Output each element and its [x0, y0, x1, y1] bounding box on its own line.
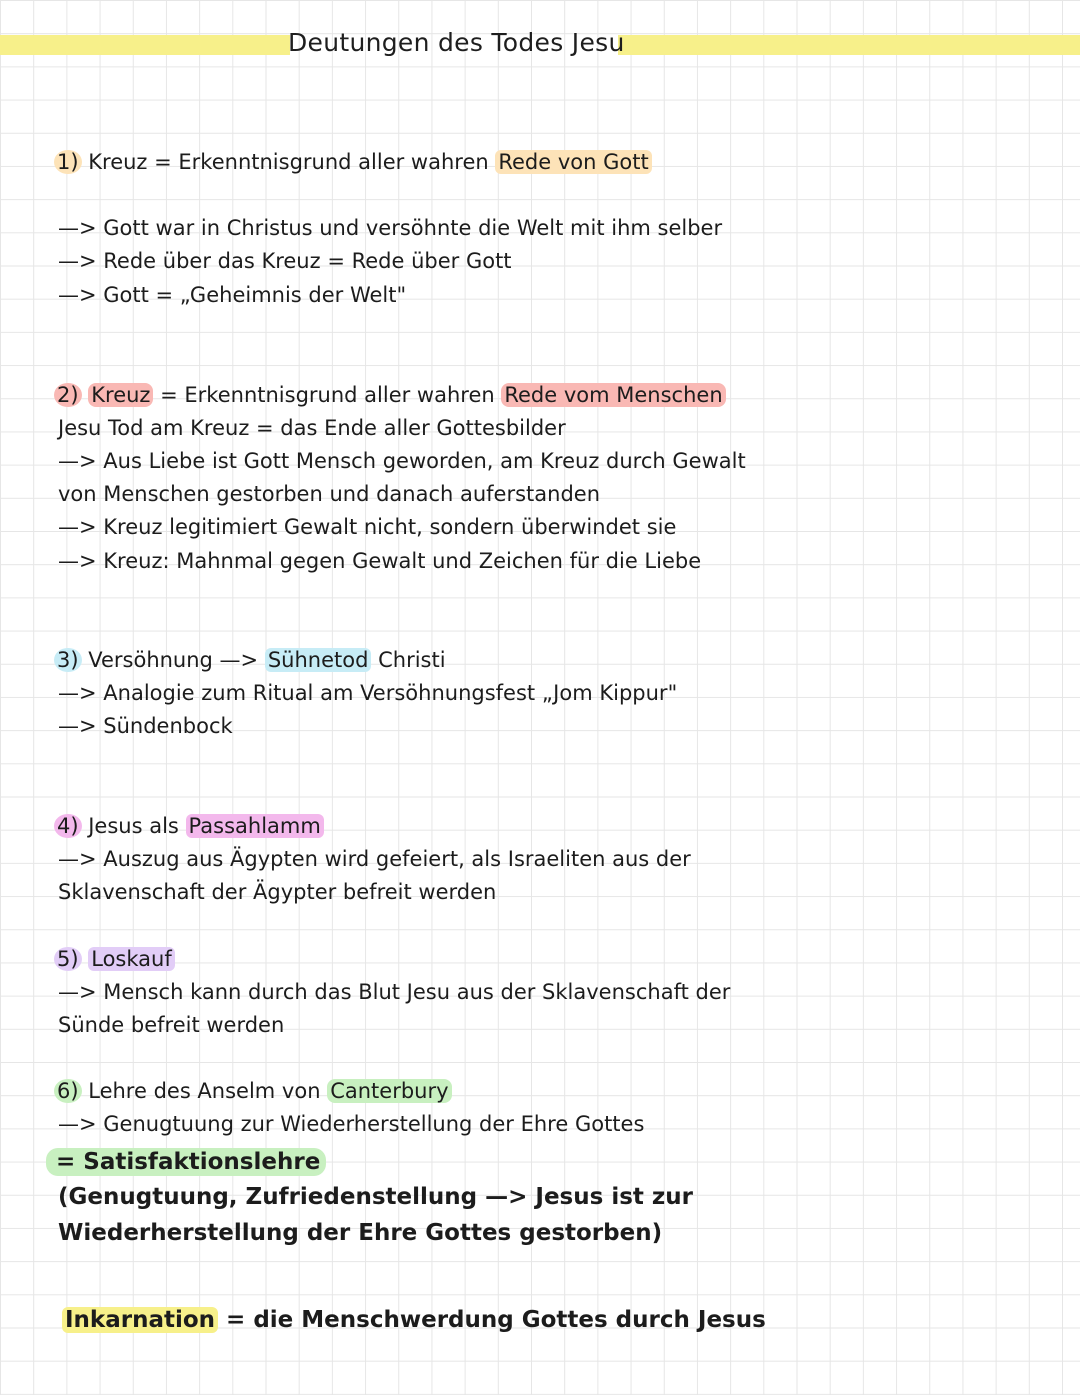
section-5-highlight: Loskauf: [88, 947, 174, 971]
section-3-number: 3): [54, 648, 82, 672]
section-5-line: Sünde befreit werden: [58, 1013, 285, 1037]
section-6-bold-line: Wiederherstellung der Ehre Gottes gestorben): [58, 1220, 663, 1246]
section-1-line: —> Gott war in Christus und versöhnte die Welt mit ihm selber: [58, 216, 723, 240]
title-highlight-left: [0, 35, 290, 55]
section-3-highlight: Sühnetod: [265, 648, 372, 672]
section-2-number: 2): [54, 383, 82, 407]
section-2-term: Kreuz: [88, 383, 153, 407]
section-2-middle: = Erkenntnisgrund aller wahren: [153, 383, 502, 407]
section-6-highlight: Canterbury: [327, 1079, 451, 1103]
section-4-line: Sklavenschaft der Ägypter befreit werden: [58, 880, 497, 904]
section-3-line: —> Sündenbock: [58, 714, 233, 738]
title-highlight-right: [618, 35, 1080, 55]
section-2-heading: [58, 380, 726, 410]
section-4-line: —> Auszug aus Ägypten wird gefeiert, als Israeliten aus der: [58, 847, 691, 871]
section-1-number: 1): [54, 150, 82, 174]
inkarnation-rest: = die Menschwerdung Gottes durch Jesus: [218, 1307, 766, 1333]
section-3-heading: [58, 645, 446, 675]
section-2-line: von Menschen gestorben und danach auferstanden: [58, 482, 601, 506]
section-5-line: —> Mensch kann durch das Blut Jesu aus der Sklavenschaft der: [58, 980, 731, 1004]
section-6-number: 6): [54, 1079, 82, 1103]
section-6-line: —> Genugtuung zur Wiederherstellung der Ehre Gottes: [58, 1112, 645, 1136]
section-3-before: Versöhnung —>: [81, 648, 265, 672]
page-title: Deutungen des Todes Jesu: [288, 28, 625, 57]
section-6-bold-line: (Genugtuung, Zufriedenstellung —> Jesus ist zur: [58, 1184, 693, 1210]
section-2-line: —> Kreuz: Mahnmal gegen Gewalt und Zeichen für die Liebe: [58, 549, 702, 573]
section-6-heading: [58, 1076, 452, 1106]
section-1-middle: = Erkenntnisgrund aller wahren: [147, 150, 496, 174]
satisfaktionslehre-label: = Satisfaktionslehre: [46, 1148, 326, 1176]
section-4-highlight: Passahlamm: [186, 814, 324, 838]
section-1-heading: [58, 147, 652, 177]
inkarnation-definition: [62, 1305, 766, 1335]
section-4-heading: [58, 811, 324, 841]
section-5-number: 5): [54, 947, 82, 971]
section-6-before: Lehre des Anselm von: [81, 1079, 328, 1103]
section-2-highlight: Rede vom Menschen: [501, 383, 725, 407]
section-4-before: Jesus als: [81, 814, 186, 838]
section-3-line: —> Analogie zum Ritual am Versöhnungsfest „Jom Kippur": [58, 681, 678, 705]
section-1-term: Kreuz: [88, 150, 148, 174]
section-4-number: 4): [54, 814, 82, 838]
section-1-line: —> Rede über das Kreuz = Rede über Gott: [58, 249, 512, 273]
section-2-line: —> Aus Liebe ist Gott Mensch geworden, am Kreuz durch Gewalt: [58, 449, 746, 473]
section-1-highlight: Rede von Gott: [495, 150, 651, 174]
inkarnation-term: Inkarnation: [62, 1307, 218, 1333]
section-2-line: —> Kreuz legitimiert Gewalt nicht, sondern überwindet sie: [58, 515, 677, 539]
section-5-heading: [58, 944, 175, 974]
section-1-line: —> Gott = „Geheimnis der Welt": [58, 283, 407, 307]
section-2-line: Jesu Tod am Kreuz = das Ende aller Gottesbilder: [58, 416, 566, 440]
section-3-after: Christi: [371, 648, 446, 672]
